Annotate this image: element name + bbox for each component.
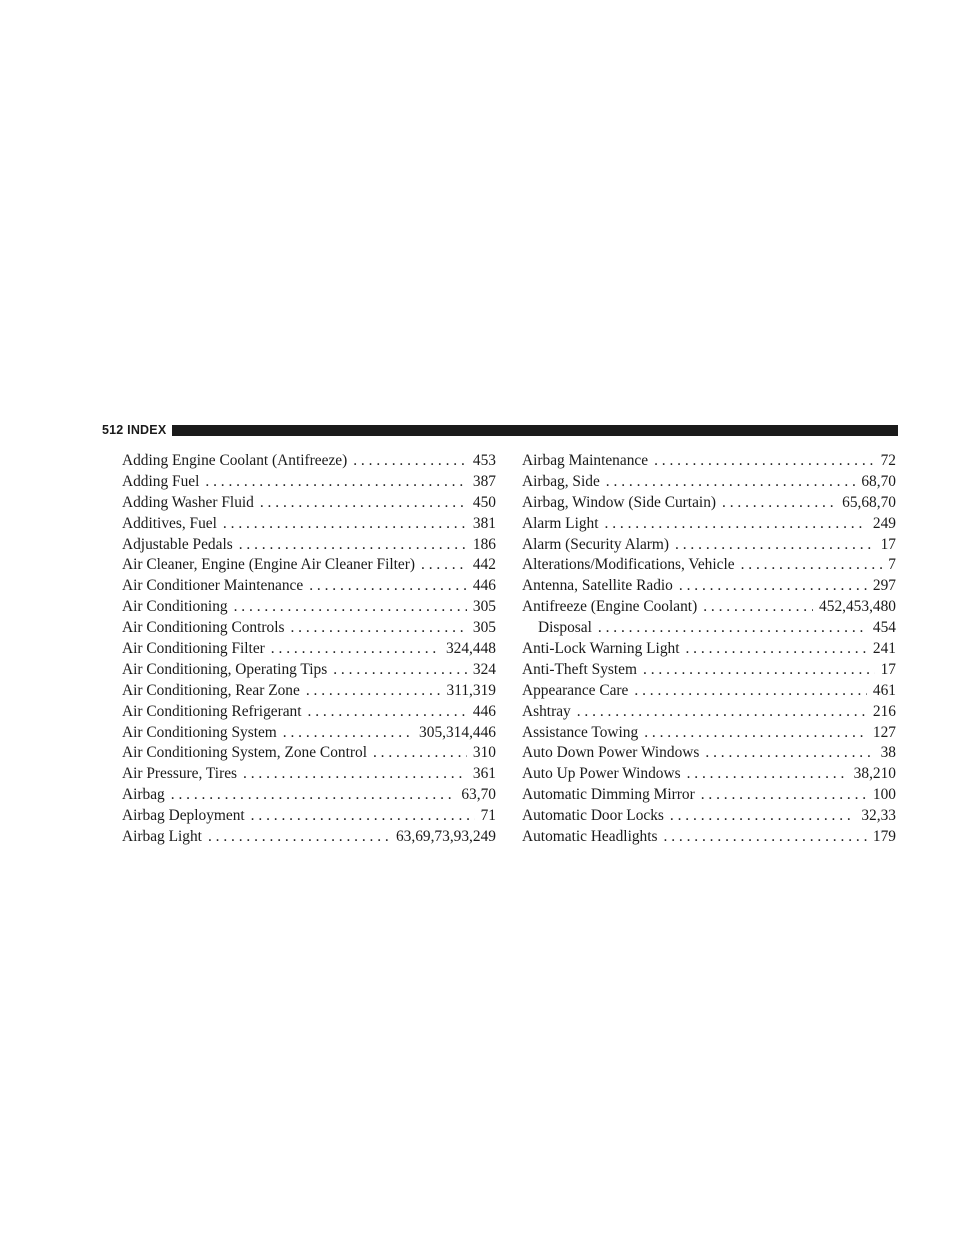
index-pages: 442 bbox=[472, 556, 496, 574]
index-pages: 452,453,480 bbox=[819, 598, 896, 616]
index-pages: 381 bbox=[472, 514, 496, 532]
index-pages: 461 bbox=[872, 681, 896, 699]
index-entry bbox=[122, 743, 496, 764]
index-pages: 450 bbox=[472, 493, 496, 511]
dot-leader bbox=[703, 597, 813, 618]
dot-leader bbox=[598, 618, 867, 639]
index-pages: 216 bbox=[872, 702, 896, 720]
index-entry bbox=[122, 764, 496, 785]
dot-leader bbox=[675, 535, 875, 556]
index-pages: 63,69,73,93,249 bbox=[395, 828, 496, 846]
dot-leader bbox=[643, 660, 875, 681]
index-entry bbox=[122, 451, 496, 472]
index-term: Adding Engine Coolant (Antifreeze) bbox=[122, 452, 348, 469]
dot-leader bbox=[251, 806, 475, 827]
index-term: Auto Up Power Windows bbox=[522, 765, 681, 783]
index-pages: 68,70 bbox=[861, 472, 896, 490]
index-entry bbox=[122, 597, 496, 618]
dot-leader bbox=[333, 660, 467, 681]
index-pages: 72 bbox=[880, 452, 896, 469]
dot-leader bbox=[306, 681, 441, 702]
index-term: Alterations/Modifications, Vehicle bbox=[522, 556, 735, 574]
index-pages: 241 bbox=[872, 640, 896, 658]
index-entry bbox=[522, 660, 896, 681]
index-entry bbox=[122, 555, 496, 576]
page-number: 512 bbox=[102, 423, 124, 437]
index-term: Alarm Light bbox=[522, 514, 599, 532]
index-term: Airbag, Side bbox=[522, 472, 600, 490]
index-pages: 446 bbox=[472, 702, 496, 720]
index-pages: 186 bbox=[472, 535, 496, 553]
index-column-left bbox=[122, 451, 496, 848]
index-entry bbox=[122, 472, 496, 493]
index-pages: 179 bbox=[872, 828, 896, 846]
index-entry bbox=[122, 723, 496, 744]
index-pages: 305 bbox=[472, 598, 496, 616]
dot-leader bbox=[290, 618, 466, 639]
dot-leader bbox=[605, 514, 867, 535]
dot-leader bbox=[260, 493, 467, 514]
index-term: Airbag, Window (Side Curtain) bbox=[522, 493, 717, 511]
index-pages: 17 bbox=[880, 535, 896, 553]
index-term: Air Conditioning Controls bbox=[122, 619, 285, 637]
index-term: Adding Washer Fluid bbox=[122, 493, 254, 511]
index-term: Alarm (Security Alarm) bbox=[522, 535, 670, 553]
dot-leader bbox=[741, 555, 883, 576]
index-entry bbox=[522, 827, 896, 848]
index-entry bbox=[522, 597, 896, 618]
dot-leader bbox=[308, 702, 467, 723]
index-pages: 453 bbox=[472, 452, 496, 469]
index-entry bbox=[122, 660, 496, 681]
index-term: Airbag Light bbox=[122, 828, 202, 846]
index-pages: 311,319 bbox=[446, 681, 496, 699]
index-term: Air Conditioning System bbox=[122, 723, 277, 741]
dot-leader bbox=[705, 743, 874, 764]
index-term: Air Conditioning, Operating Tips bbox=[122, 660, 328, 678]
header-rule bbox=[172, 425, 898, 436]
index-pages: 7 bbox=[888, 556, 896, 574]
dot-leader bbox=[421, 555, 467, 576]
index-entry bbox=[122, 514, 496, 535]
index-pages: 305,314,446 bbox=[419, 723, 496, 741]
index-term: Air Conditioning, Rear Zone bbox=[122, 681, 300, 699]
index-entry bbox=[522, 472, 896, 493]
index-subentry bbox=[522, 618, 896, 639]
index-pages: 32,33 bbox=[861, 807, 896, 825]
index-term: Antenna, Satellite Radio bbox=[522, 577, 673, 595]
dot-leader bbox=[685, 639, 866, 660]
dot-leader bbox=[687, 764, 848, 785]
index-term: Air Conditioning Filter bbox=[122, 640, 265, 658]
dot-leader bbox=[171, 785, 456, 806]
index-entry bbox=[522, 576, 896, 597]
index-term: Automatic Dimming Mirror bbox=[522, 786, 695, 804]
index-term: Anti-Lock Warning Light bbox=[522, 640, 680, 658]
index-entry bbox=[122, 702, 496, 723]
dot-leader bbox=[271, 639, 440, 660]
index-term: Auto Down Power Windows bbox=[522, 744, 700, 762]
dot-leader bbox=[670, 806, 855, 827]
index-entry bbox=[522, 493, 896, 514]
index-entry bbox=[522, 723, 896, 744]
index-entry bbox=[522, 535, 896, 556]
index-entry bbox=[122, 493, 496, 514]
index-entry bbox=[122, 681, 496, 702]
dot-leader bbox=[208, 827, 390, 848]
index-pages: 127 bbox=[872, 723, 896, 741]
dot-leader bbox=[722, 493, 836, 514]
dot-leader bbox=[679, 576, 867, 597]
index-pages: 361 bbox=[472, 765, 496, 783]
page-header bbox=[102, 420, 898, 440]
index-pages: 17 bbox=[880, 660, 896, 678]
index-entry bbox=[522, 743, 896, 764]
index-term: Automatic Door Locks bbox=[522, 807, 664, 825]
dot-leader bbox=[243, 764, 467, 785]
index-entry bbox=[122, 806, 496, 827]
index-entry bbox=[522, 806, 896, 827]
index-entry bbox=[522, 639, 896, 660]
index-entry bbox=[522, 785, 896, 806]
index-pages: 310 bbox=[472, 744, 496, 762]
index-pages: 324,448 bbox=[445, 640, 496, 658]
index-pages: 249 bbox=[872, 514, 896, 532]
index-entry bbox=[522, 764, 896, 785]
index-term: Adding Fuel bbox=[122, 472, 200, 490]
index-pages: 305 bbox=[472, 619, 496, 637]
index-entry bbox=[122, 827, 496, 848]
index-entry bbox=[522, 702, 896, 723]
page-header-text bbox=[102, 423, 166, 437]
dot-leader bbox=[234, 597, 467, 618]
index-term: Airbag bbox=[122, 786, 165, 804]
dot-leader bbox=[701, 785, 867, 806]
index-entry bbox=[522, 681, 896, 702]
index-pages: 297 bbox=[872, 577, 896, 595]
dot-leader bbox=[634, 681, 867, 702]
index-term: Air Pressure, Tires bbox=[122, 765, 238, 783]
dot-leader bbox=[373, 743, 467, 764]
index-pages: 63,70 bbox=[461, 786, 496, 804]
dot-leader bbox=[664, 827, 867, 848]
dot-leader bbox=[644, 723, 867, 744]
section-title: INDEX bbox=[127, 423, 167, 437]
index-pages: 100 bbox=[872, 786, 896, 804]
index-term: Disposal bbox=[538, 619, 592, 637]
index-entry bbox=[122, 639, 496, 660]
index-pages: 71 bbox=[480, 807, 496, 825]
index-term: Air Conditioner Maintenance bbox=[122, 577, 304, 595]
index-entry bbox=[522, 451, 896, 472]
index-entry bbox=[122, 576, 496, 597]
dot-leader bbox=[654, 451, 875, 472]
index-pages: 446 bbox=[472, 577, 496, 595]
index-pages: 324 bbox=[472, 660, 496, 678]
dot-leader bbox=[353, 451, 467, 472]
index-term: Air Conditioning bbox=[122, 598, 228, 616]
index-term: Automatic Headlights bbox=[522, 828, 658, 846]
index-term: Air Conditioning Refrigerant bbox=[122, 702, 302, 720]
index-term: Airbag Deployment bbox=[122, 807, 245, 825]
index-term: Air Conditioning System, Zone Control bbox=[122, 744, 367, 762]
index-pages: 38,210 bbox=[853, 765, 896, 783]
dot-leader bbox=[606, 472, 856, 493]
dot-leader bbox=[205, 472, 467, 493]
index-pages: 454 bbox=[872, 619, 896, 637]
index-entry bbox=[122, 618, 496, 639]
dot-leader bbox=[223, 514, 467, 535]
index-entry bbox=[522, 514, 896, 535]
index-term: Appearance Care bbox=[522, 681, 629, 699]
index-entry bbox=[522, 555, 896, 576]
index-entry bbox=[122, 785, 496, 806]
index-term: Anti-Theft System bbox=[522, 660, 637, 678]
index-term: Antifreeze (Engine Coolant) bbox=[522, 598, 698, 616]
dot-leader bbox=[239, 535, 467, 556]
index-term: Assistance Towing bbox=[522, 723, 639, 741]
dot-leader bbox=[283, 723, 413, 744]
dot-leader bbox=[309, 576, 467, 597]
index-column-right bbox=[522, 451, 896, 848]
index-term: Adjustable Pedals bbox=[122, 535, 233, 553]
index-term: Ashtray bbox=[522, 702, 571, 720]
index-term: Airbag Maintenance bbox=[522, 452, 649, 469]
index-pages: 65,68,70 bbox=[842, 493, 896, 511]
index-term: Air Cleaner, Engine (Engine Air Cleaner Filter) bbox=[122, 556, 415, 574]
index-term: Additives, Fuel bbox=[122, 514, 217, 532]
index-entry bbox=[122, 535, 496, 556]
index-pages: 38 bbox=[880, 744, 896, 762]
dot-leader bbox=[577, 702, 867, 723]
index-pages: 387 bbox=[472, 472, 496, 490]
